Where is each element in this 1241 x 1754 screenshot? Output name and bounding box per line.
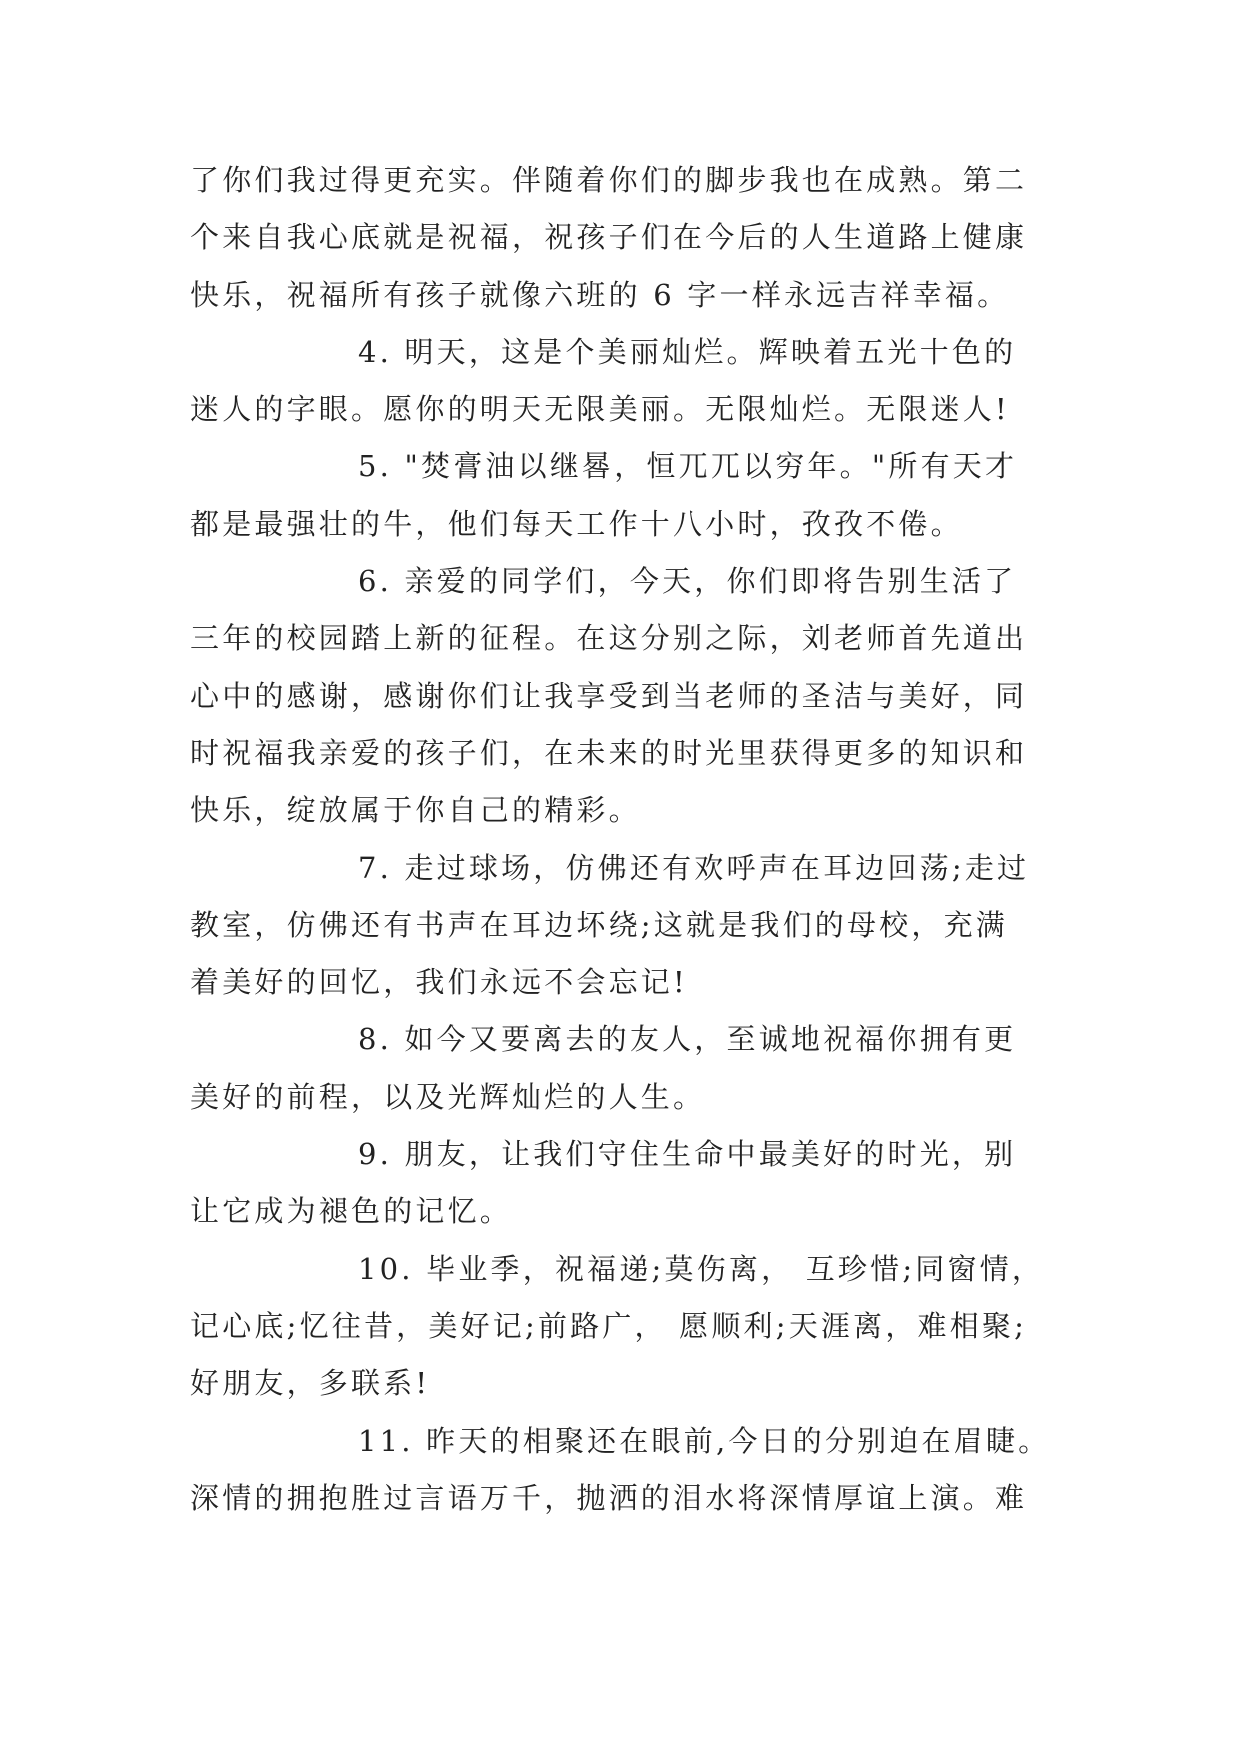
text-line: 记心底;忆往昔，美好记;前路广， 愿顺利;天涯离，难相聚; [190, 1308, 1028, 1343]
text-line: 时祝福我亲爱的孩子们，在未来的时光里获得更多的知识和 [190, 735, 1028, 770]
text-line: 快乐，祝福所有孩子就像六班的 6 字一样永远吉祥幸福。 [190, 277, 1010, 312]
text-line: 深情的拥抱胜过言语万千，抛洒的泪水将深情厚谊上演。难 [190, 1480, 1028, 1515]
text-line: 让它成为褪色的记忆。 [190, 1194, 513, 1229]
paragraph-start-line: 6. 亲爱的同学们，今天，你们即将告别生活了 [358, 564, 1017, 599]
text-line: 着美好的回忆，我们永远不会忘记! [190, 965, 688, 1000]
paragraph-start-line: 5. "焚膏油以继晷，恒兀兀以穷年。"所有天才 [358, 449, 1018, 484]
text-line: 三年的校园踏上新的征程。在这分别之际，刘老师首先道出 [190, 621, 1028, 656]
text-line: 迷人的字眼。愿你的明天无限美丽。无限灿烂。无限迷人! [190, 392, 1010, 427]
text-line: 个来自我心底就是祝福，祝孩子们在今后的人生道路上健康 [190, 220, 1028, 255]
paragraph-start-line: 10. 毕业季，祝福递;莫伤离， 互珍惜;同窗情， [358, 1251, 1045, 1286]
paragraph-start-line: 8. 如今又要离去的友人，至诚地祝福你拥有更 [358, 1022, 1017, 1057]
paragraph-start-line: 7. 走过球场，仿佛还有欢呼声在耳边回荡;走过 [358, 850, 1030, 885]
text-line: 教室，仿佛还有书声在耳边坏绕;这就是我们的母校，充满 [190, 907, 1008, 942]
text-line: 美好的前程，以及光辉灿烂的人生。 [190, 1079, 706, 1114]
text-line: 了你们我过得更充实。伴随着你们的脚步我也在成熟。第二 [190, 163, 1028, 197]
paragraph-start-line: 11. 昨天的相聚还在眼前,今日的分别迫在眉睫。 [358, 1423, 1051, 1458]
paragraph-start-line: 4. 明天，这是个美丽灿烂。辉映着五光十色的 [358, 334, 1017, 369]
paragraph-start-line: 9. 朋友，让我们守住生命中最美好的时光，别 [358, 1137, 1017, 1172]
text-line: 都是最强壮的牛，他们每天工作十八小时，孜孜不倦。 [190, 506, 963, 541]
text-line: 心中的感谢，感谢你们让我享受到当老师的圣洁与美好，同 [190, 678, 1028, 713]
text-line: 好朋友，多联系! [190, 1366, 431, 1401]
document-body [190, 152, 1050, 1527]
text-line: 快乐，绽放属于你自己的精彩。 [190, 793, 641, 828]
